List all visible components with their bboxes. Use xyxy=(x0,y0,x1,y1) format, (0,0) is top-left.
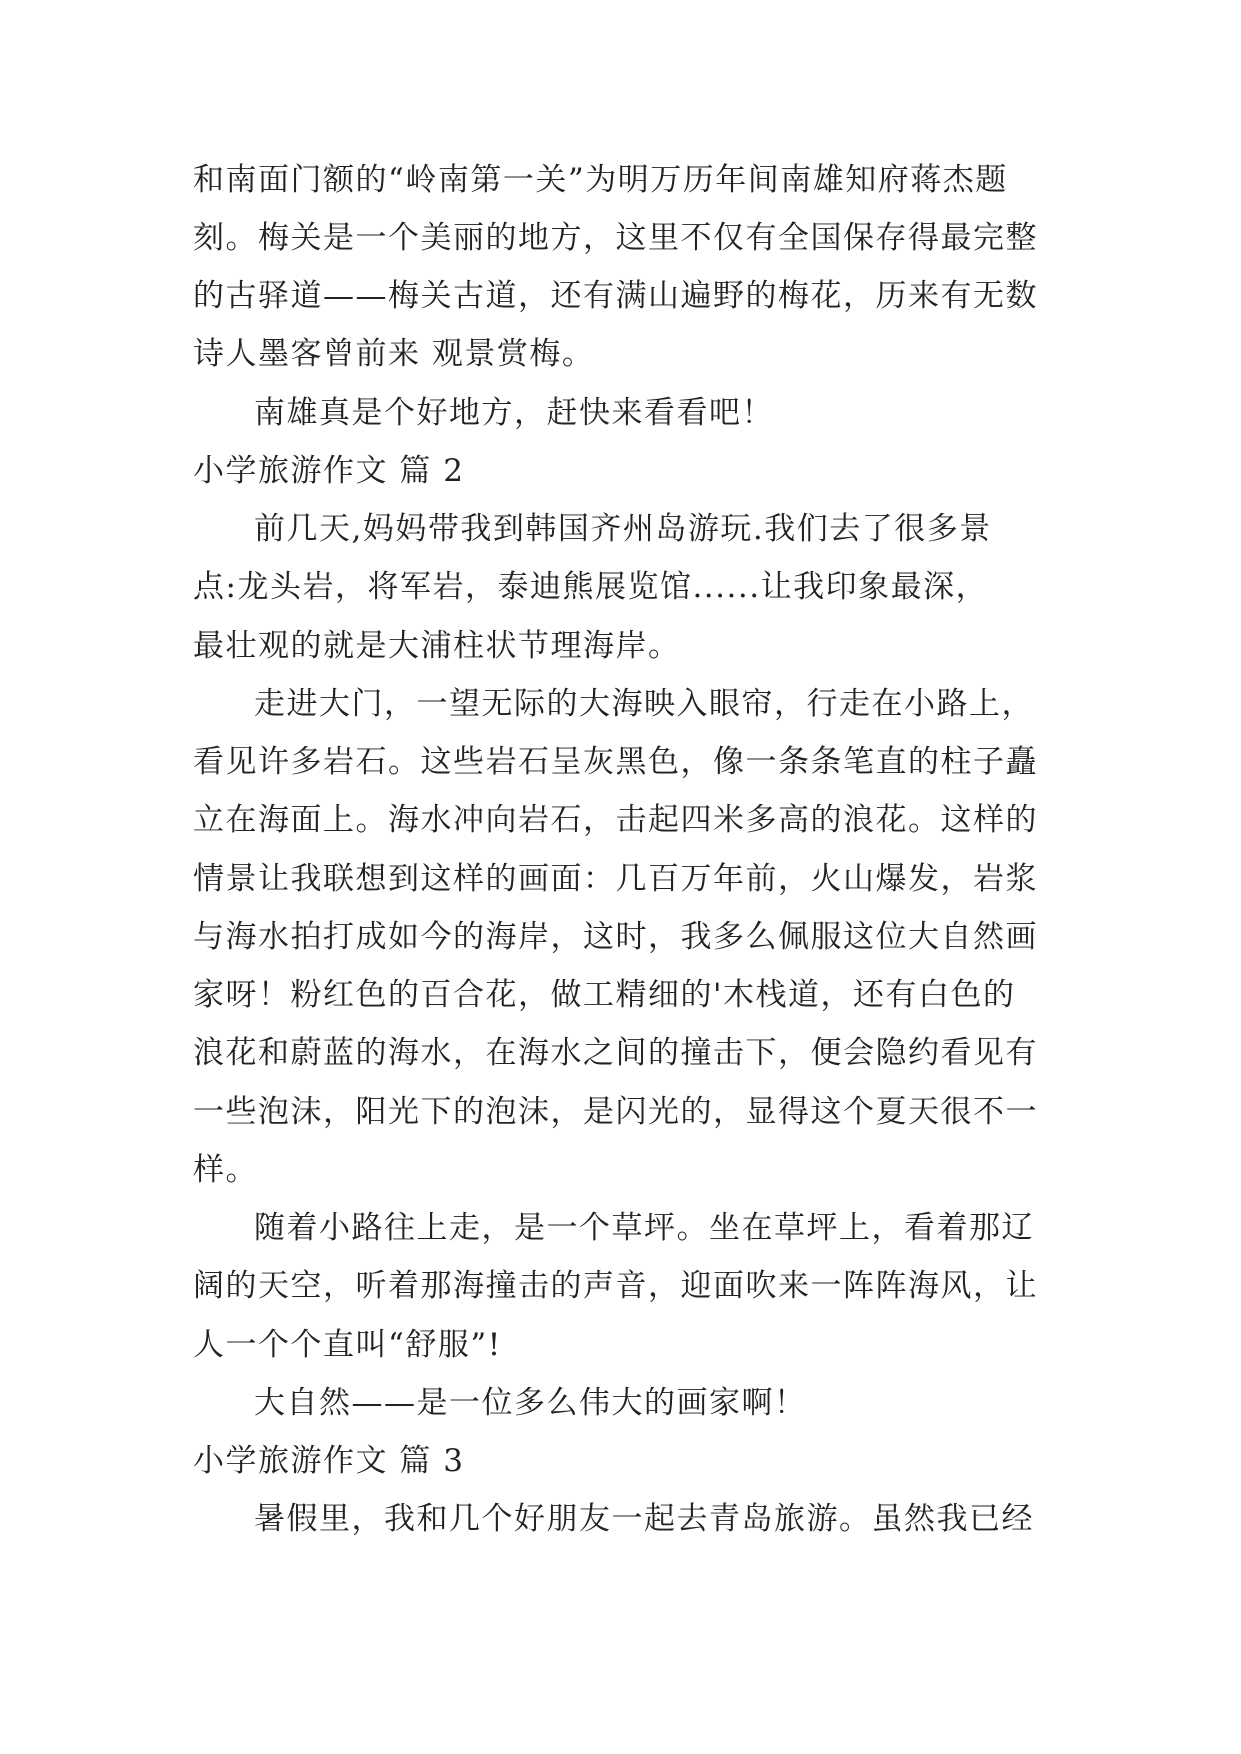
paragraph-line: 情景让我联想到这样的画面：几百万年前，火山爆发，岩浆 xyxy=(193,861,1038,897)
paragraph-line: 的古驿道——梅关古道，还有满山遍野的梅花，历来有无数 xyxy=(193,278,1038,314)
paragraph-line: 走进大门，一望无际的大海映入眼帘，行走在小路上， xyxy=(254,686,1034,722)
paragraph-line: 暑假里，我和几个好朋友一起去青岛旅游。虽然我已经 xyxy=(254,1501,1034,1537)
paragraph-line: 刻。梅关是一个美丽的地方，这里不仅有全国保存得最完整 xyxy=(193,220,1038,256)
paragraph-line: 诗人墨客曾前来 观景赏梅。 xyxy=(193,336,595,372)
paragraph-line: 最壮观的就是大浦柱状节理海岸。 xyxy=(193,628,681,664)
paragraph-line: 与海水拍打成如今的海岸，这时，我多么佩服这位大自然画 xyxy=(193,919,1038,955)
paragraph-line: 大自然——是一位多么伟大的画家啊！ xyxy=(254,1385,807,1421)
paragraph-line: 随着小路往上走，是一个草坪。坐在草坪上，看着那辽 xyxy=(254,1210,1034,1246)
paragraph-line: 南雄真是个好地方，赶快来看看吧！ xyxy=(254,395,774,431)
paragraph-line: 样。 xyxy=(193,1152,258,1188)
paragraph-line: 和南面门额的“岭南第一关”为明万历年间南雄知府蒋杰题 xyxy=(193,162,1008,198)
paragraph-line: 前几天,妈妈带我到韩国齐州岛游玩.我们去了很多景 xyxy=(254,511,992,547)
section-heading: 小学旅游作文 篇 3 xyxy=(193,1443,465,1479)
paragraph-line: 点:龙头岩，将军岩，泰迪熊展览馆......让我印象最深， xyxy=(193,569,989,605)
paragraph-line: 立在海面上。海水冲向岩石，击起四米多高的浪花。这样的 xyxy=(193,802,1038,838)
paragraph-line: 浪花和蔚蓝的海水，在海水之间的撞击下，便会隐约看见有 xyxy=(193,1035,1038,1071)
section-heading: 小学旅游作文 篇 2 xyxy=(193,453,465,489)
paragraph-line: 看见许多岩石。这些岩石呈灰黑色，像一条条笔直的柱子矗 xyxy=(193,744,1038,780)
paragraph-line: 阔的天空，听着那海撞击的声音，迎面吹来一阵阵海风，让 xyxy=(193,1268,1038,1304)
paragraph-line: 家呀！粉红色的百合花，做工精细的'木栈道，还有白色的 xyxy=(193,977,1016,1013)
paragraph-line: 人一个个直叫“舒服”! xyxy=(193,1327,502,1363)
paragraph-line: 一些泡沫，阳光下的泡沫，是闪光的，显得这个夏天很不一 xyxy=(193,1094,1038,1130)
